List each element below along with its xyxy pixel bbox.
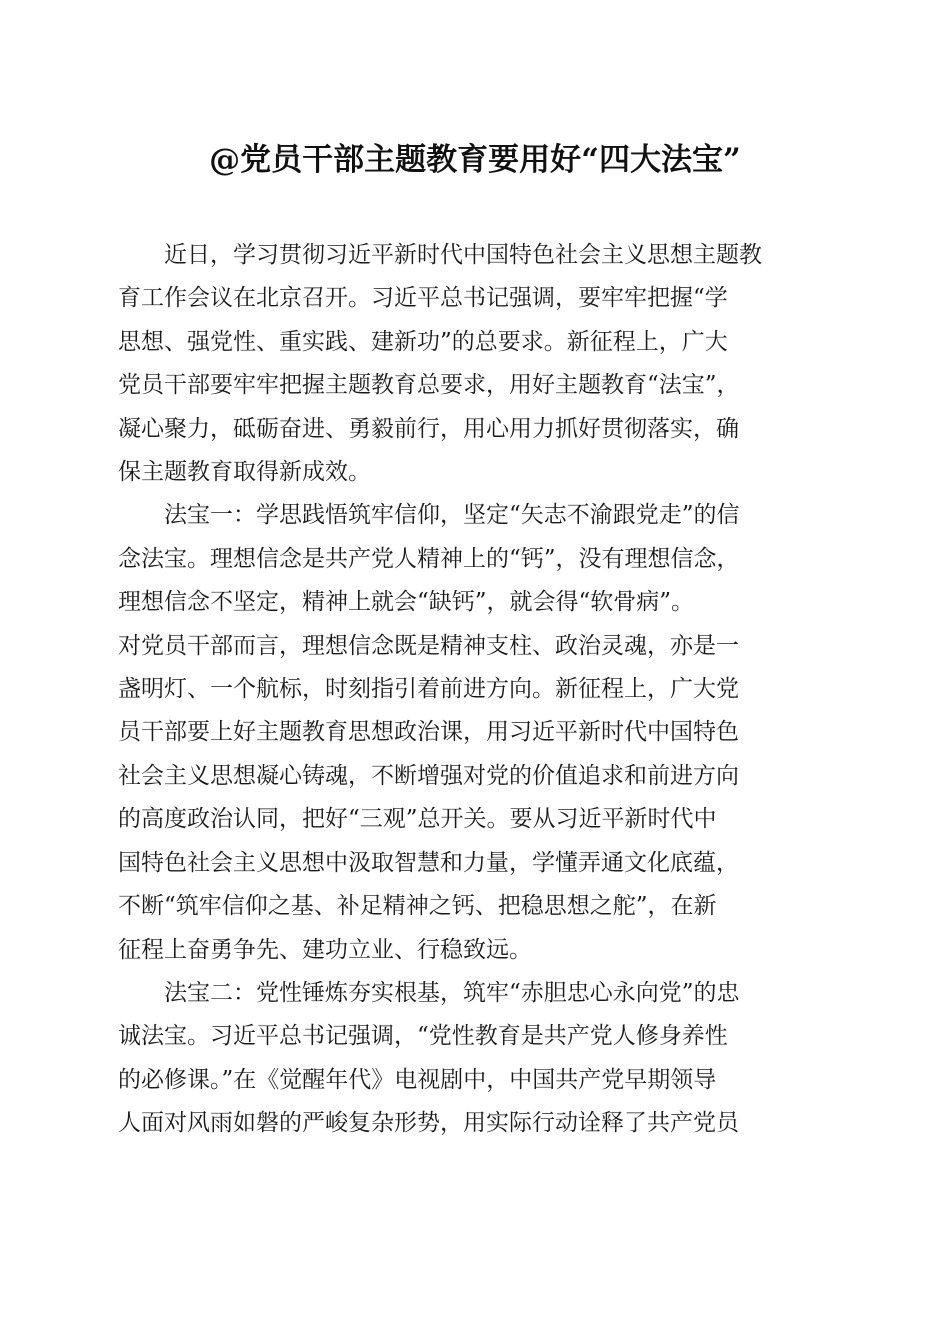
text-line: 社会主义思想凝心铸魂，不断增强对党的价值追求和前进方向 [118, 762, 739, 789]
paragraph-intro [118, 234, 838, 494]
paragraph-treasure-two [118, 972, 838, 1146]
text-line: 征程上奋勇争先、建功立业、行稳致远。 [118, 936, 532, 963]
text-line: 诚法宝。习近平总书记强调，“党性教育是共产党人修身养性 [118, 1023, 728, 1050]
text-line: 法宝二：党性锤炼夯实根基，筑牢“赤胆忠心永向党”的忠 [164, 979, 740, 1006]
text-line: 对党员干部而言，理想信念既是精神支柱、政治灵魂，亦是一 [118, 632, 739, 659]
text-line: 员干部要上好主题教育思想政治课，用习近平新时代中国特色 [118, 719, 739, 746]
article-body [118, 234, 838, 1146]
text-line: 不断“筑牢信仰之基、补足精神之钙、把稳思想之舵”，在新 [118, 893, 717, 920]
text-line: 保主题教育取得新成效。 [118, 459, 371, 486]
text-line: 党员干部要牢牢把握主题教育总要求，用好主题教育“法宝”， [118, 372, 740, 399]
text-line: 人面对风雨如磐的严峻复杂形势，用实际行动诠释了共产党员 [118, 1110, 739, 1137]
text-line: 念法宝。理想信念是共产党人精神上的“钙”，没有理想信念， [118, 545, 740, 572]
text-line: 近日，学习贯彻习近平新时代中国特色社会主义思想主题教 [164, 242, 762, 268]
text-line: 法宝一：学思践悟筑牢信仰，坚定“矢志不渝跟党走”的信 [164, 502, 740, 529]
text-line: 育工作会议在北京召开。习近平总书记强调，要牢牢把握“学 [118, 285, 728, 312]
text-line: 盏明灯、一个航标，时刻指引着前进方向。新征程上，广大党 [118, 676, 739, 703]
text-line: 的高度政治认同，把好“三观”总开关。要从习近平新时代中 [118, 806, 717, 833]
paragraph-treasure-one [118, 494, 838, 971]
text-line: 理想信念不坚定，精神上就会“缺钙”，就会得“软骨病”。 [118, 589, 695, 616]
text-line: 国特色社会主义思想中汲取智慧和力量，学懂弄通文化底蕴， [118, 849, 739, 876]
text-line: 思想、强党性、重实践、建新功”的总要求。新征程上，广大 [118, 328, 728, 355]
text-line: 凝心聚力，砥砺奋进、勇毅前行，用心用力抓好贯彻落实，确 [118, 415, 739, 442]
page-title: @党员干部主题教育要用好“四大法宝” [209, 142, 741, 178]
text-line: 的必修课。”在《觉醒年代》电视剧中，中国共产党早期领导 [118, 1066, 717, 1093]
